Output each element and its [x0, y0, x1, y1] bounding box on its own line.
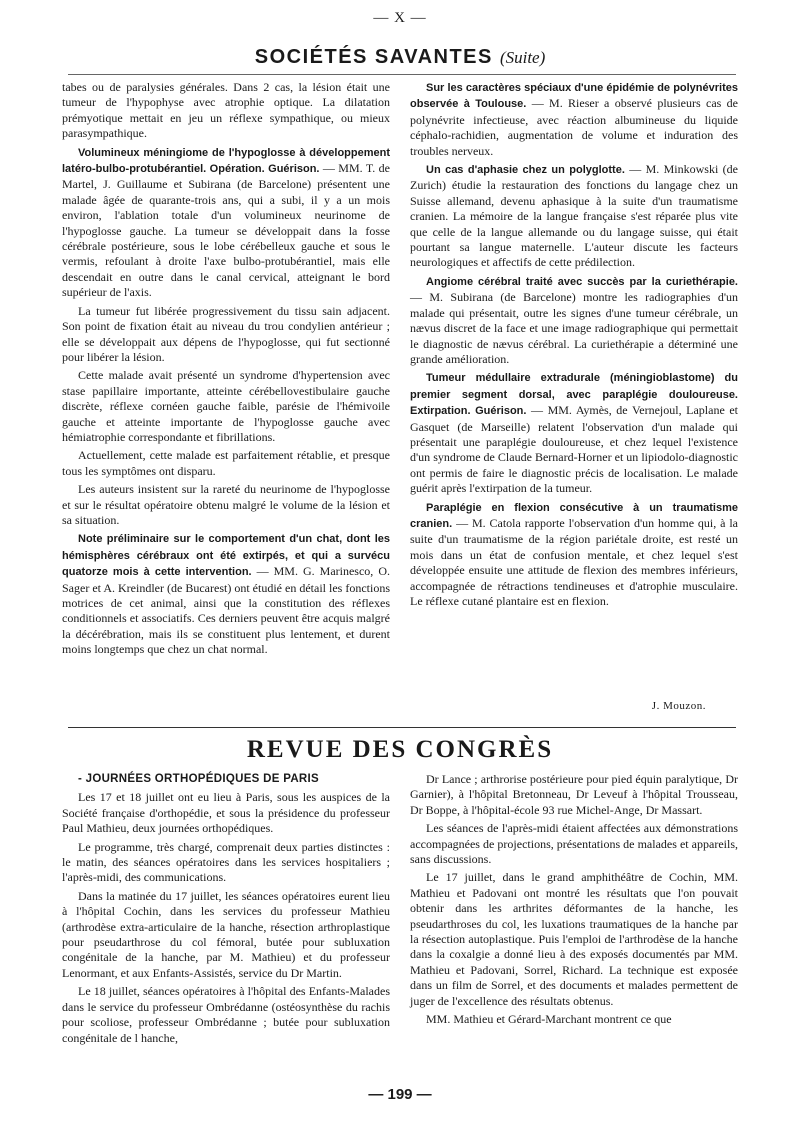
section-title [0, 46, 800, 69]
article-text: — M. Rieser a observé plusieurs cas de polynévrite infectieuse, avec réaction albumineuse du liquide céphalo-rachidien, augmentation de volume et induration des troubles nerveux. [410, 96, 738, 158]
article-paragraph [62, 80, 390, 142]
article-paragraph [410, 162, 738, 271]
article-paragraph [410, 370, 738, 496]
article-text: — M. Subirana (de Barcelone) montre les radiographies d'un malade qui présentait, outre les signes d'une tumeur cérébrale, un nævus discret de la face et une image radiographique qui permettait le diagnostic de nævus cérébral. La curiethérapie a déterminé une grande amélioration. [410, 290, 738, 366]
article-text: tabes ou de paralysies générales. Dans 2 cas, la lésion était une tumeur de l'hypophyse avec atrophie optique. La dilatation prémyotique mettait en jeu un réflexe sympathique, ou mieux parasympathique. [62, 80, 390, 141]
article-paragraph [410, 274, 738, 367]
revue-title: REVUE DES CONGRÈS [246, 736, 554, 763]
article-paragraph [62, 368, 390, 445]
revue-left-column [62, 772, 390, 1049]
article-text: Cette malade avait présenté un syndrome d'hypertension avec stase papillaire importante, atteinte cérébellovestibulaire gauche discrète, réflexe cornéen gauche faible, parésie de l'hémivoile gauche et atteinte importante de l'hypoglosse gauche avec hémiatrophie correspondante et fibrillations. [62, 368, 390, 444]
article-heading: Tumeur médullaire extradurale (méningioblastome) du premier segment dorsal, avec paraplégie douloureuse. Extirpation. Guérison. [410, 372, 738, 418]
article-heading: Angiome cérébral traité avec succès par la curiethérapie. [426, 275, 738, 288]
header-rule [68, 74, 736, 75]
page-number: — 199 — [368, 1086, 432, 1103]
article-paragraph [62, 448, 390, 479]
societes-right-column [410, 80, 738, 612]
article-paragraph [62, 304, 390, 366]
article-paragraph [62, 482, 390, 528]
revue-paragraph: Les 17 et 18 juillet ont eu lieu à Paris, sous les auspices de la Société française d'orthopédie, et sous la présidence du professeur Paul Mathieu, deux journées orthopédiques. [62, 790, 390, 836]
page-folio: — X — [373, 10, 427, 26]
article-text: — M. Minkowski (de Zurich) étudie la restauration des fonctions du langage chez un Suisse allemand, devenu aphasique à la suite d'un traumatisme cranien. La mémoire de la langue française s'est réparée plus vite que celle de la langue allemande ou du langage suisse, qui était pourtant sa langue maternelle. L'auteur discute les facteurs neurologiques et affectifs de cette prédilection. [410, 162, 738, 270]
revue-paragraph: Le 17 juillet, dans le grand amphithéâtre de Cochin, MM. Mathieu et Padovani ont montré les résultats que l'on pouvait obtenir dans les arthrites déformantes de la hanche, les pseudarthroses du col, les luxations traumatiques de la hanche par la résection autoplastique. Puis l'emploi de l'arthrodèse de la hanche dans la coxalgie a donné lieu à des exposés documentés par MM. Mathieu et Padovani, Sorrel, Richard. La technique est exposée dans un film de Sorrel, et des documents et malades permettent de juger de l'excellence des résultats obtenus. [410, 870, 738, 1008]
article-paragraph [410, 80, 738, 159]
revue-subheading: - JOURNÉES ORTHOPÉDIQUES DE PARIS [78, 773, 320, 785]
section-divider [68, 727, 736, 728]
revue-paragraph: Dr Lance ; arthrorise postérieure pour pied équin paralytique, Dr Garnier), à l'hôpital Bretonneau, Dr Leveuf à l'hôpital Trousseau, Dr Boppe, à l'hôpital-école 93 rue Michel-Ange, Dr Massart. [410, 772, 738, 817]
revue-paragraph: Le 18 juillet, séances opératoires à l'hôpital des Enfants-Malades dans le service du professeur Ombrédanne (ostéosynthèse du rachis pour scoliose, professeur Ombrédanne ; butée pour subluxation congénitale de l hanche, [62, 984, 390, 1045]
article-paragraph [62, 531, 390, 657]
article-heading: Paraplégie en flexion consécutive à un traumatisme cranien. [410, 501, 738, 530]
section-title-text: SOCIÉTÉS SAVANTES [254, 46, 493, 68]
revue-paragraph: Dans la matinée du 17 juillet, les séances opératoires eurent lieu à l'hôpital Cochin, dans les services du professeur Mathieu (arthrodèse extra-articulaire de la hanche, résection arthroplastique pour pseudarthrose du col fémoral, butée pour subluxation congénitale de la hanche, par M. Mathieu) et du professeur Lenormant, et aux Enfants-Assistés, service du Dr Martin. [62, 888, 390, 980]
article-heading: Note préliminaire sur le comportement d'un chat, dont les hémisphères cérébraux ont été extirpés, et qui a survécu quatorze mois à cette intervention. [62, 533, 390, 579]
article-paragraph [62, 145, 390, 301]
article-text: Actuellement, cette malade est parfaitement rétablie, et presque tous les symptômes ont disparu. [62, 448, 390, 478]
article-text: — M. Catola rapporte l'observation d'un homme qui, à la suite d'un traumatisme de la région pariétale droite, est resté un mois dans un état de confusion mentale, et chez lequel s'est développée ensuite une attitude de flexion des membres inférieurs, accompagnée de rétractions tendineuses et d'atrophie musculaire. Le réflexe cutané plantaire est en flexion. [410, 515, 738, 608]
revue-right-column [410, 772, 738, 1031]
article-heading: Volumineux méningiome de l'hypoglosse à développement latéro-bulbo-protubérantiel. Opération. Guérison. [62, 146, 390, 176]
article-text: La tumeur fut libérée progressivement du tissu sain adjacent. Son point de fixation était au niveau du trou condylien antérieur ; elle se développait aux dépens de l'hypoglosse, qui fut sectionné pour libérer la lésion. [62, 303, 390, 364]
revue-paragraph: MM. Mathieu et Gérard-Marchant montrent ce que [426, 1012, 672, 1027]
article-text: — MM. G. Marinesco, O. Sager et A. Kreindler (de Bucarest) ont étudié en détail les fonctions motrices de cet animal, ainsi que la constitution des réflexes conditionnels et associatifs. Ces derniers peuvent être acquis malgré la décérébration, mais ils se constituent plus lentement, et durent moins longtemps que chez un chat normal. [62, 564, 390, 657]
revue-paragraph: Les séances de l'après-midi étaient affectées aux démonstrations accompagnées de projections, présentations de malades et appareils, sans discussions. [410, 821, 738, 867]
section-title-suffix: (Suite) [499, 48, 546, 67]
societes-left-column [62, 80, 390, 661]
article-heading: Sur les caractères spéciaux d'une épidémie de polynévrites observée à Toulouse. [410, 82, 738, 111]
author-signature: J. Mouzon. [651, 700, 706, 712]
article-heading: Un cas d'aphasie chez un polyglotte. [426, 164, 625, 177]
article-paragraph [410, 500, 738, 610]
revue-paragraph: Le programme, très chargé, comprenait deux parties distinctes : le matin, des séances opératoires dans les services hospitaliers ; l'après-midi, des communications. [62, 839, 390, 885]
article-text: Les auteurs insistent sur la rareté du neurinome de l'hypoglosse et sur le résultat opératoire obtenu malgré le volume de la lésion et sa situation. [62, 482, 390, 527]
article-text: — MM. T. de Martel, J. Guillaume et Subirana (de Barcelone) présentent une malade âgée de quarante-trois ans, qui a subi, il y a un mois environ, l'ablation totale d'un volumineux neurinome de l'hypoglosse gauche. La tumeur se développait dans la fosse cérébrale postérieure, sous le lobe cérébelleux gauche et sous le vermis, refoulant à droite l'axe bulbo-protubérantiel, mais elle descendait en outre dans le canal cervical, atteignant le bord supérieur de l'axis. [62, 161, 391, 300]
article-text: — MM. Aymès, de Vernejoul, Laplane et Gasquet (de Marseille) relatent l'observation d'un malade qui présentait une paraplégie douloureuse, et chez lequel l'existence d'un syndrome de Claude Bernard-Horner et un lipiodolo-diagnostic ont permis de faire le diagnostic précis de localisation. Le malade guérit après l'extirpation de la tumeur. [410, 403, 739, 496]
